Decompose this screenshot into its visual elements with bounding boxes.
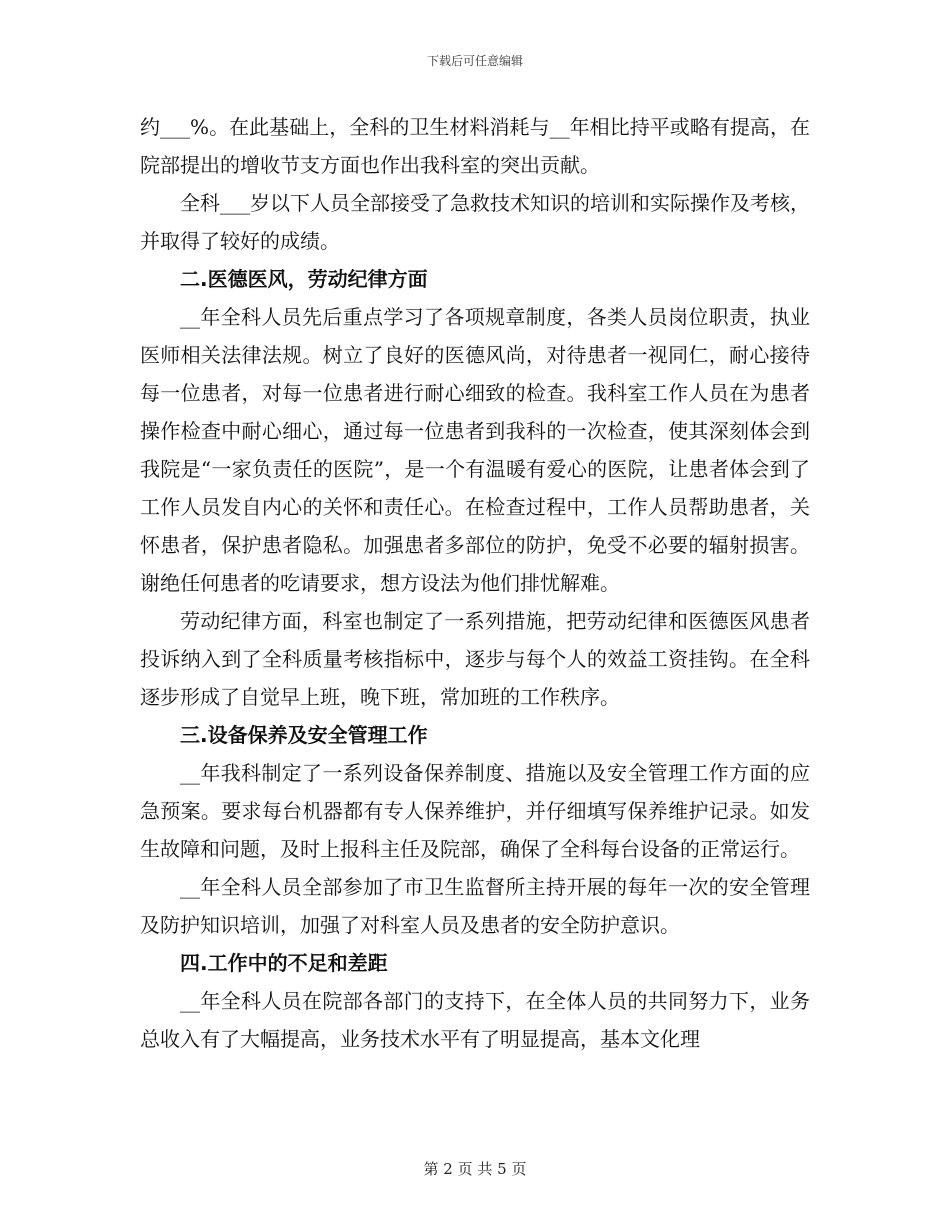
paragraph-2: 全科___岁以下人员全部接受了急救技术知识的培训和实际操作及考核，并取得了较好的成绩。: [140, 191, 810, 253]
paragraph-3: __年全科人员先后重点学习了各项规章制度，各类人员岗位职责，执业医师相关法律法规。树立了良好的医德风尚，对待患者一视同仁，耐心接待每一位患者，对每一位患者进行耐心细致的检查。我科室工作人员在为患者操作检查中耐心细心，通过每一位患者到我科的一次检查，使其深刻体会到我院是“一家负责任的医院”，是一个有温暖有爱心的医院，让患者体会到了工作人员发自内心的关怀和责任心。在检查过程中，工作人员帮助患者，关怀患者，保护患者隐私。加强患者多部位的防护，免受不必要的辐射损害。谢绝任何患者的吃请要求，想方设法为他们排忧解难。: [140, 305, 810, 595]
paragraph-5: __年我科制定了一系列设备保养制度、措施以及安全管理工作方面的应急预案。要求每台机器都有专人保养维护，并仔细填写保养维护记录。如发生故障和问题，及时上报科主任及院部，确保了全科每台设备的正常运行。: [140, 761, 810, 861]
paragraph-1: 约___%。在此基础上，全科的卫生材料消耗与__年相比持平或略有提高，在院部提出的增收节支方面也作出我科室的突出贡献。: [140, 115, 810, 177]
paragraph-6: __年全科人员全部参加了市卫生监督所主持开展的每年一次的安全管理及防护知识培训，加强了对科室人员及患者的安全防护意识。: [140, 875, 810, 937]
section-heading-4: 四.工作中的不足和差距: [180, 951, 388, 975]
page-footer: 第 2 页 共 5 页: [423, 1160, 527, 1178]
paragraph-4: 劳动纪律方面，科室也制定了一系列措施，把劳动纪律和医德医风患者投诉纳入到了全科质量考核指标中，逐步与每个人的效益工资挂钩。在全科逐步形成了自觉早上班，晚下班，常加班的工作秩序。: [140, 609, 810, 709]
section-heading-2: 二.医德医风，劳动纪律方面: [180, 267, 428, 291]
document-body: [140, 108, 810, 1058]
section-heading-3: 三.设备保养及安全管理工作: [180, 723, 428, 747]
page-header: 下载后可任意编辑: [426, 54, 523, 68]
paragraph-7: __年全科人员在院部各部门的支持下，在全体人员的共同努力下，业务总收入有了大幅提高，业务技术水平有了明显提高，基本文化理: [140, 989, 810, 1051]
